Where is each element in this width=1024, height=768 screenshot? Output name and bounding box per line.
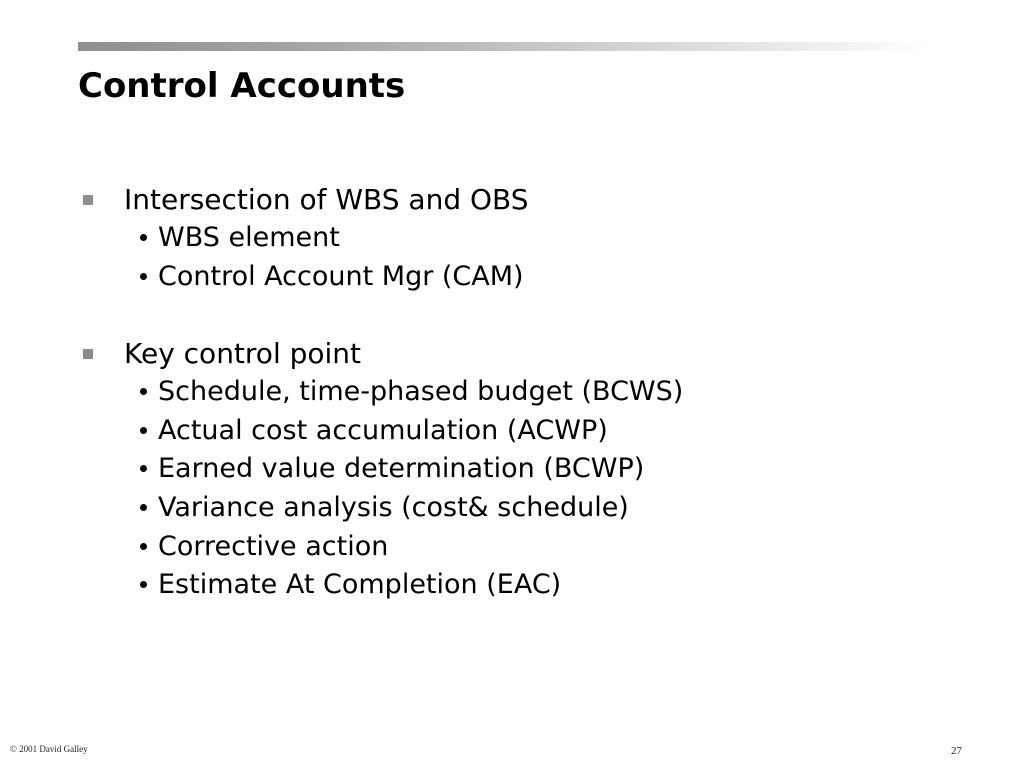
dot-bullet-icon	[140, 427, 147, 434]
sub-bullet-text: Variance analysis (cost& schedule)	[158, 492, 629, 524]
sub-bullet	[0, 450, 1024, 489]
sub-bullet-text: Corrective action	[158, 530, 389, 562]
sub-bullet-text: Estimate At Completion (EAC)	[158, 569, 562, 601]
sub-bullet	[0, 219, 1024, 258]
main-bullet	[0, 180, 1024, 219]
dot-bullet-icon	[140, 273, 147, 280]
square-bullet-icon	[83, 349, 93, 359]
sub-bullet	[0, 566, 1024, 605]
sub-bullet-text: Schedule, time-phased budget (BCWS)	[158, 376, 684, 407]
dot-bullet-icon	[140, 543, 147, 550]
dot-bullet-icon	[140, 581, 147, 588]
main-bullet-text: Intersection of WBS and OBS	[124, 183, 529, 216]
sub-bullet-text: Control Account Mgr (CAM)	[158, 260, 524, 292]
main-bullet-text: Key control point	[124, 337, 362, 370]
bullet-group-intersection	[0, 180, 1024, 296]
slide-title: Control Accounts	[78, 66, 406, 106]
sub-bullet-text: Earned value determination (BCWP)	[158, 453, 645, 485]
page-number: 27	[951, 745, 962, 757]
sub-bullet	[0, 489, 1024, 528]
bullet-group-key-control-point	[0, 334, 1024, 605]
sub-bullet-text: Actual cost accumulation (ACWP)	[158, 414, 608, 446]
dot-bullet-icon	[140, 465, 147, 472]
sub-bullet	[0, 373, 1024, 412]
dot-bullet-icon	[140, 388, 147, 395]
sub-bullet-text: WBS element	[158, 222, 340, 253]
square-bullet-icon	[83, 195, 93, 205]
main-bullet	[0, 334, 1024, 373]
sub-bullet	[0, 528, 1024, 567]
sub-bullet	[0, 412, 1024, 451]
dot-bullet-icon	[140, 234, 147, 241]
dot-bullet-icon	[140, 504, 147, 511]
footer-copyright: © 2001 David Galley	[10, 744, 88, 754]
sub-bullet	[0, 258, 1024, 297]
